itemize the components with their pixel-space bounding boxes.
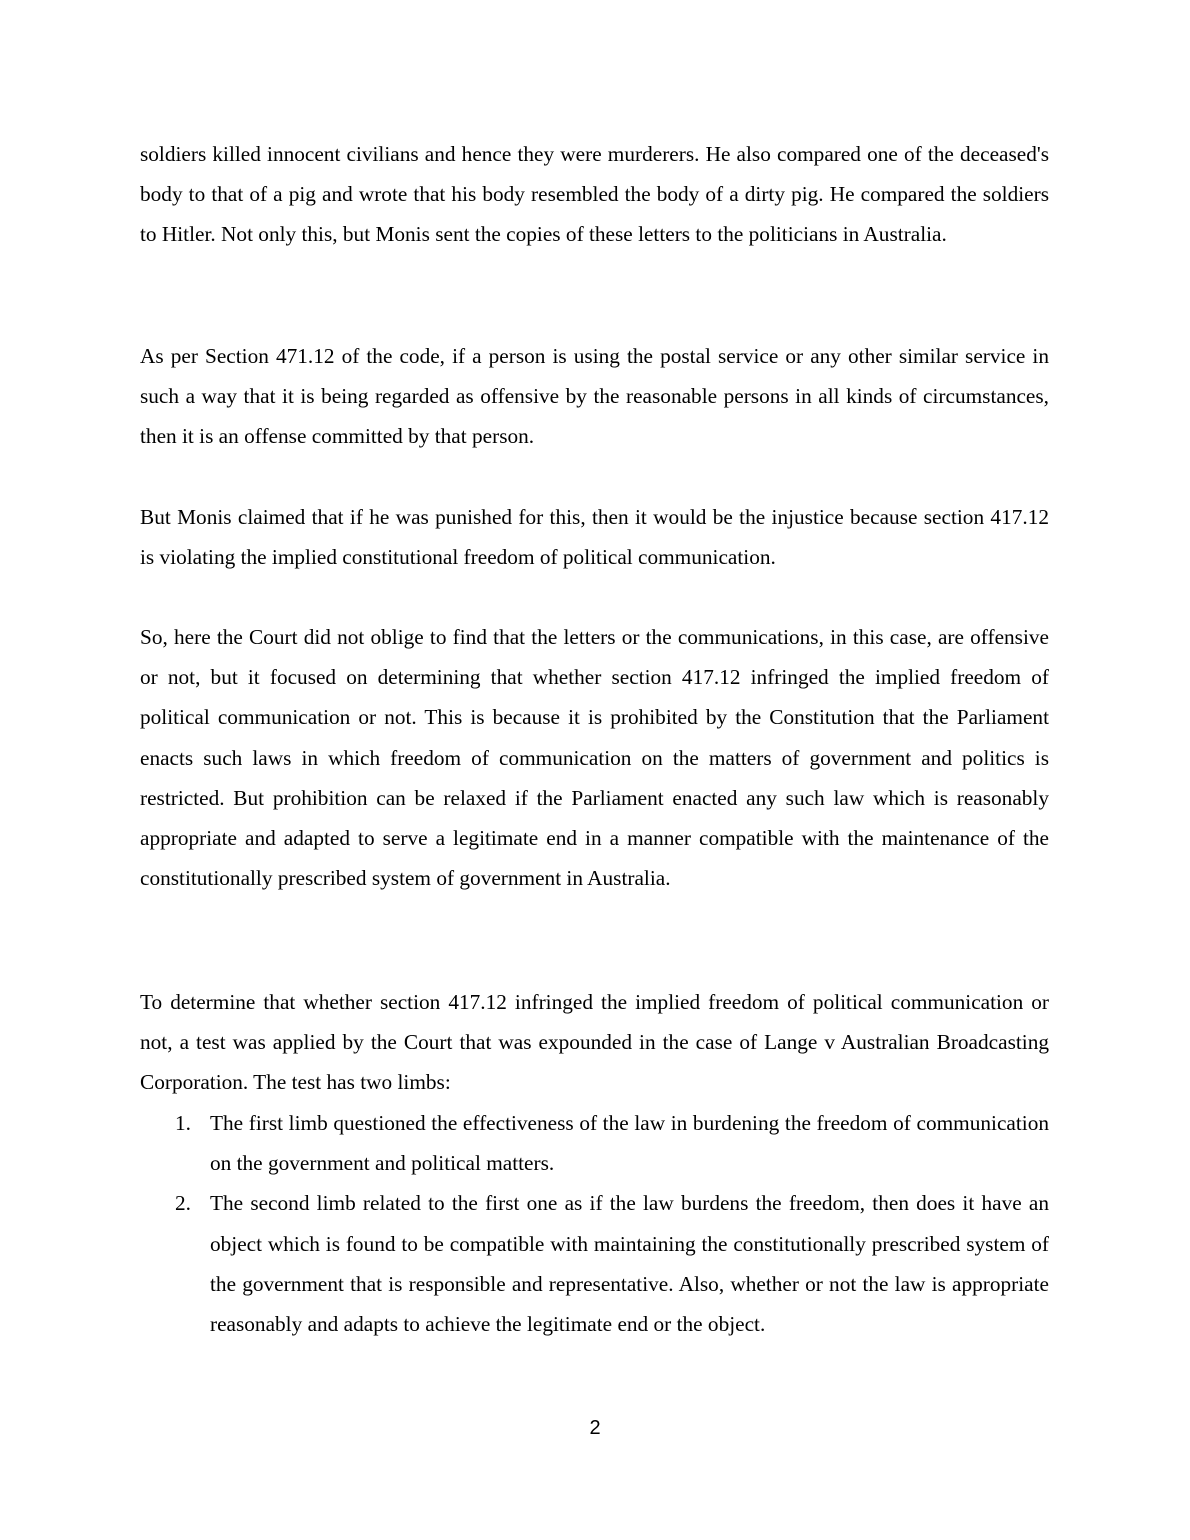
- list-item-text: The first limb questioned the effectiveness of the law in burdening the freedom of communication on the government and political matters.: [210, 1111, 1049, 1176]
- test-limbs-list: [140, 1103, 1049, 1344]
- paragraph-monis-claim: But Monis claimed that if he was punished for this, then it would be the injustice because section 417.12 is violating the implied constitutional freedom of political communication.: [140, 505, 1049, 570]
- list-item-number: 2.: [175, 1191, 191, 1216]
- list-item-text: The second limb related to the first one as if the law burdens the freedom, then does it have an object which is found to be compatible with maintaining the constitutionally prescribed system of the government that is responsible and representative. Also, whether or not the law is appropriate reasonably and adapts to achieve the legitimate end or the object.: [210, 1191, 1049, 1337]
- paragraph-soldiers-letters: soldiers killed innocent civilians and hence they were murderers. He also compared one of the deceased's body to that of a pig and wrote that his body resembled the body of a dirty pig. He compared the soldiers to Hitler. Not only this, but Monis sent the copies of these letters to the politicians in Australia.: [140, 142, 1049, 247]
- paragraph-section-471-12: As per Section 471.12 of the code, if a person is using the postal service or any other similar service in such a way that it is being regarded as offensive by the reasonable persons in all kinds of circumstances, then it is an offense committed by that person.: [140, 344, 1049, 449]
- page-number: 2: [589, 1417, 601, 1439]
- list-item-number: 1.: [175, 1111, 191, 1135]
- paragraph-lange-test: To determine that whether section 417.12 infringed the implied freedom of political communication or not, a test was applied by the Court that was expounded in the case of Lange v Australian Broadcasting Corporation. The test has two limbs:: [140, 990, 1049, 1095]
- paragraph-court-focus: So, here the Court did not oblige to find that the letters or the communications, in this case, are offensive or not, but it focused on determining that whether section 417.12 infringed the implied freedom of political communication or not. This is because it is prohibited by the Constitution that the Parliament enacts such laws in which freedom of communication on the matters of government and politics is restricted. But prohibition can be relaxed if the Parliament enacted any such law which is reasonably appropriate and adapted to serve a legitimate end in a manner compatible with the maintenance of the constitutionally prescribed system of government in Australia.: [140, 625, 1049, 891]
- list-item: [140, 1103, 1049, 1183]
- list-item: [140, 1183, 1049, 1344]
